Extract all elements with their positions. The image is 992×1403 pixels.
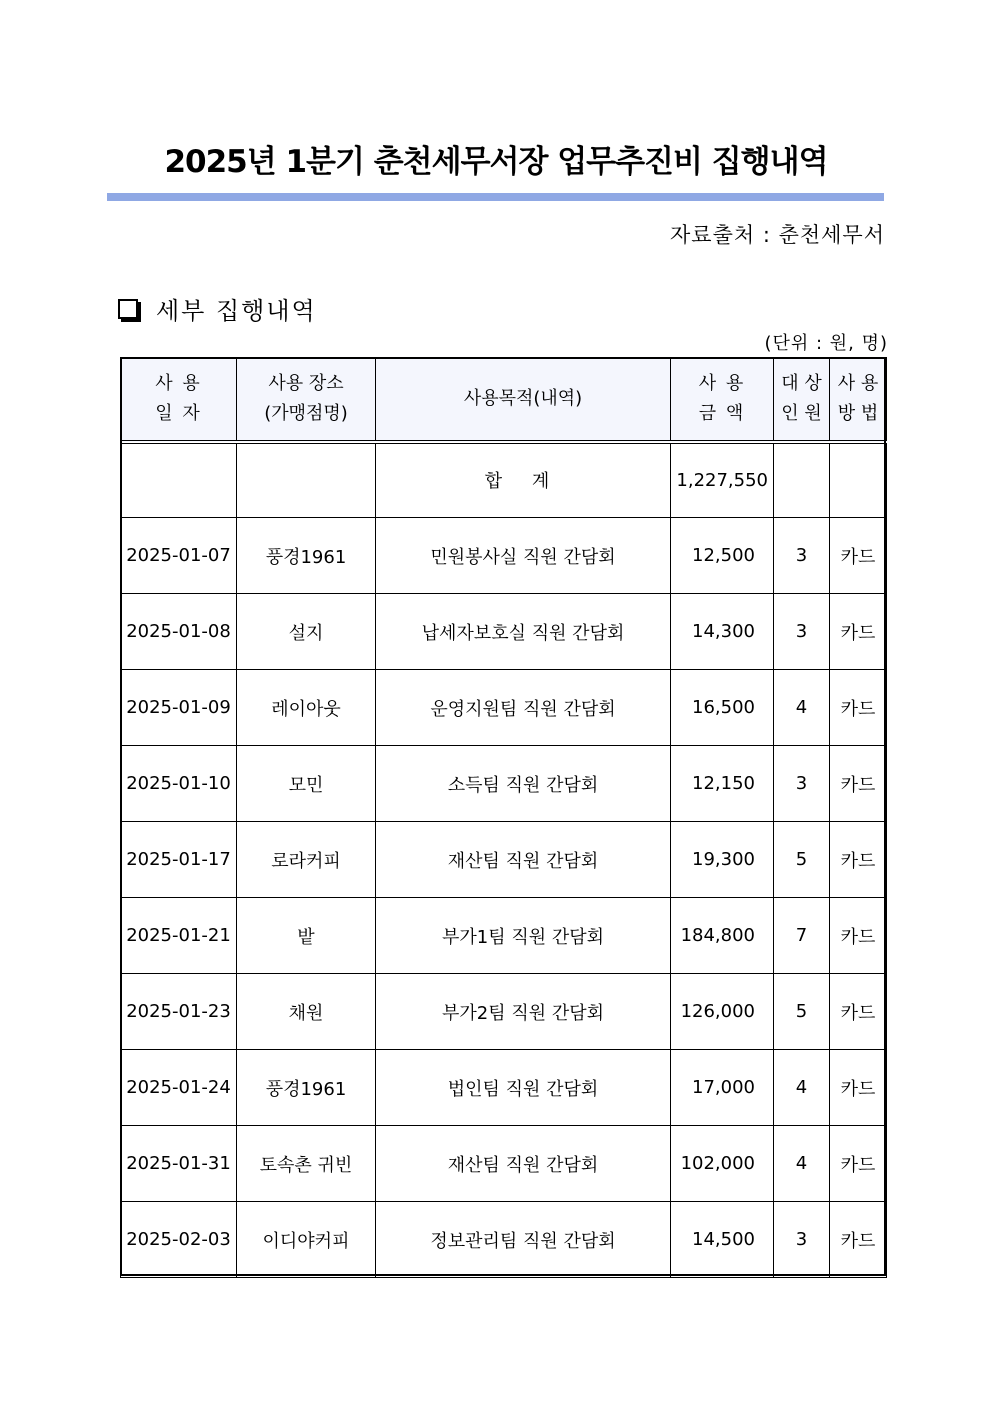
header-purpose: 사용목적(내역) <box>376 358 671 442</box>
row-place: 레이아웃 <box>237 670 376 746</box>
header-place-line2: (가맹점명) <box>264 402 348 424</box>
table-row <box>121 898 887 974</box>
table-row <box>121 974 887 1050</box>
table-row <box>121 1202 887 1278</box>
row-people: 3 <box>774 518 830 594</box>
total-people-cell <box>774 442 830 518</box>
row-amount: 17,000 <box>671 1050 774 1126</box>
header-row <box>121 358 887 442</box>
header-method-line2: 방 법 <box>837 402 879 424</box>
row-amount: 184,800 <box>671 898 774 974</box>
row-people: 4 <box>774 670 830 746</box>
total-label: 합 계 <box>376 442 671 518</box>
row-purpose: 부가2팀 직원 간담회 <box>376 974 671 1050</box>
row-date: 2025-01-17 <box>121 822 237 898</box>
row-date: 2025-02-03 <box>121 1202 237 1278</box>
expense-table <box>120 357 887 1278</box>
row-place: 모민 <box>237 746 376 822</box>
section-heading <box>118 291 317 326</box>
row-people: 7 <box>774 898 830 974</box>
row-date: 2025-01-07 <box>121 518 237 594</box>
header-method <box>830 358 887 442</box>
header-date <box>121 358 237 442</box>
row-date: 2025-01-31 <box>121 1126 237 1202</box>
row-people: 3 <box>774 1202 830 1278</box>
header-people-line1: 대 상 <box>781 372 822 394</box>
row-date: 2025-01-24 <box>121 1050 237 1126</box>
row-people: 4 <box>774 1050 830 1126</box>
unit-note: (단위 : 원, 명) <box>764 333 888 354</box>
row-date: 2025-01-09 <box>121 670 237 746</box>
row-amount: 19,300 <box>671 822 774 898</box>
row-purpose: 부가1팀 직원 간담회 <box>376 898 671 974</box>
header-people <box>774 358 830 442</box>
row-amount: 14,500 <box>671 1202 774 1278</box>
row-amount: 12,150 <box>671 746 774 822</box>
row-amount: 102,000 <box>671 1126 774 1202</box>
row-amount: 14,300 <box>671 594 774 670</box>
row-date: 2025-01-23 <box>121 974 237 1050</box>
header-amount-line2: 금 액 <box>698 402 746 424</box>
row-method: 카드 <box>830 746 887 822</box>
row-place: 밭 <box>237 898 376 974</box>
source-note: 자료출처 : 춘천세무서 <box>670 223 885 247</box>
row-purpose: 정보관리팀 직원 간담회 <box>376 1202 671 1278</box>
row-people: 5 <box>774 974 830 1050</box>
row-method: 카드 <box>830 974 887 1050</box>
section-title: 세부 집행내역 <box>156 297 317 325</box>
row-method: 카드 <box>830 1126 887 1202</box>
row-method: 카드 <box>830 822 887 898</box>
row-method: 카드 <box>830 670 887 746</box>
header-amount-line1: 사 용 <box>698 372 746 394</box>
header-place <box>237 358 376 442</box>
page-title: 2025년 1분기 춘천세무서장 업무추진비 집행내역 <box>164 144 828 180</box>
row-purpose: 재산팀 직원 간담회 <box>376 822 671 898</box>
row-amount: 16,500 <box>671 670 774 746</box>
header-amount <box>671 358 774 442</box>
header-method-line1: 사 용 <box>837 372 879 394</box>
table-header <box>121 358 887 442</box>
table-row <box>121 1126 887 1202</box>
table-row <box>121 746 887 822</box>
table-row <box>121 822 887 898</box>
total-amount: 1,227,550 <box>671 442 774 518</box>
total-place-cell <box>237 442 376 518</box>
row-method: 카드 <box>830 518 887 594</box>
total-date-cell <box>121 442 237 518</box>
row-place: 설지 <box>237 594 376 670</box>
title-underline-bar <box>107 193 884 201</box>
row-place: 토속촌 귀빈 <box>237 1126 376 1202</box>
row-method: 카드 <box>830 594 887 670</box>
table-row <box>121 1050 887 1126</box>
row-place: 풍경1961 <box>237 1050 376 1126</box>
table-body <box>121 442 887 1278</box>
row-people: 5 <box>774 822 830 898</box>
row-purpose: 법인팀 직원 간담회 <box>376 1050 671 1126</box>
row-amount: 126,000 <box>671 974 774 1050</box>
table-row <box>121 594 887 670</box>
header-people-line2: 인 원 <box>781 402 822 424</box>
row-method: 카드 <box>830 898 887 974</box>
row-purpose: 소득팀 직원 간담회 <box>376 746 671 822</box>
table-row <box>121 518 887 594</box>
row-place: 이디야커피 <box>237 1202 376 1278</box>
row-purpose: 운영지원팀 직원 간담회 <box>376 670 671 746</box>
row-method: 카드 <box>830 1202 887 1278</box>
row-date: 2025-01-10 <box>121 746 237 822</box>
row-method: 카드 <box>830 1050 887 1126</box>
header-date-line1: 사 용 <box>155 372 202 394</box>
header-place-line1: 사용 장소 <box>268 372 344 394</box>
checkbox-square-icon <box>118 299 138 319</box>
table-row <box>121 670 887 746</box>
header-date-line2: 일 자 <box>155 402 202 424</box>
row-people: 4 <box>774 1126 830 1202</box>
row-date: 2025-01-08 <box>121 594 237 670</box>
row-purpose: 재산팀 직원 간담회 <box>376 1126 671 1202</box>
row-date: 2025-01-21 <box>121 898 237 974</box>
total-method-cell <box>830 442 887 518</box>
row-place: 풍경1961 <box>237 518 376 594</box>
row-people: 3 <box>774 746 830 822</box>
row-purpose: 민원봉사실 직원 간담회 <box>376 518 671 594</box>
total-row <box>121 442 887 518</box>
row-amount: 12,500 <box>671 518 774 594</box>
row-place: 채원 <box>237 974 376 1050</box>
row-purpose: 납세자보호실 직원 간담회 <box>376 594 671 670</box>
row-people: 3 <box>774 594 830 670</box>
row-place: 로라커피 <box>237 822 376 898</box>
